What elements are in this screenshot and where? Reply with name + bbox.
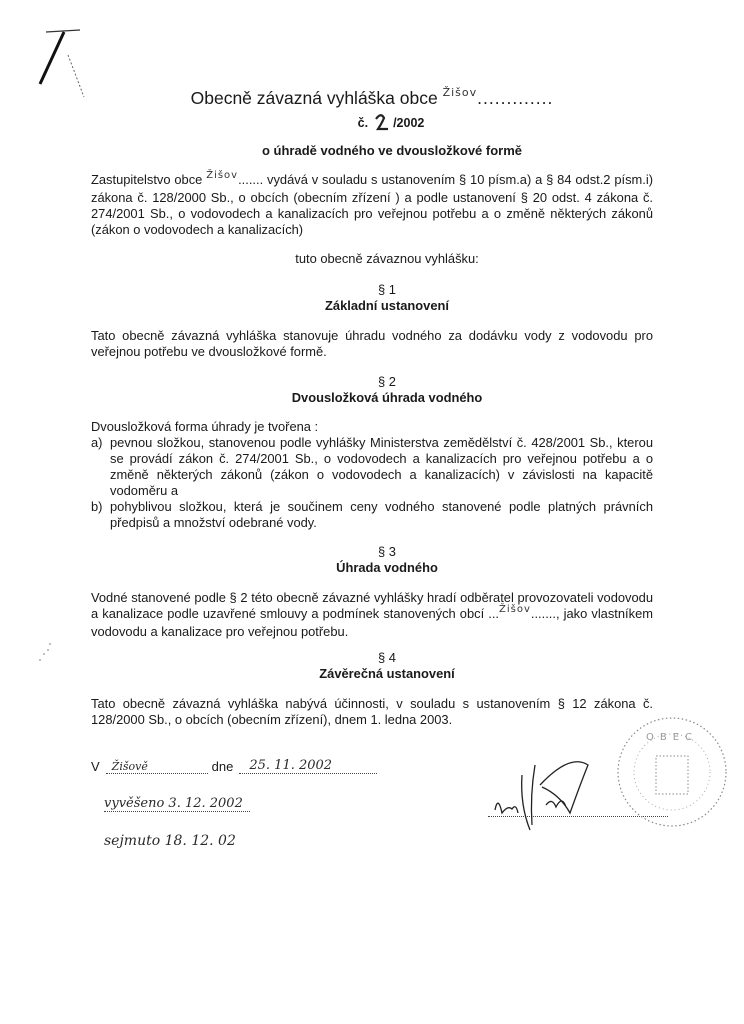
section-2-heading: Dvousložková úhrada vodného bbox=[291, 390, 483, 405]
handwritten-signature bbox=[490, 735, 610, 835]
document-subtitle: o úhradě vodného ve dvousložkové formě bbox=[261, 143, 523, 158]
scan-speck bbox=[30, 640, 60, 670]
handwritten-posted-note: vyvěšeno 3. 12. 2002 bbox=[104, 796, 250, 812]
section-1-heading: Základní ustanovení bbox=[325, 298, 449, 313]
place-date-line bbox=[91, 758, 377, 774]
section-4-text: Tato obecně závazná vyhláška nabývá účinnosti, v souladu s ustanovením § 12 zákona č. 128/2000 Sb., o obcích (obecním zřízení), dnem 1. ledna 2003. bbox=[91, 696, 653, 727]
section-3-number: § 3 bbox=[378, 544, 396, 559]
section-2-number: § 2 bbox=[378, 374, 396, 389]
place-prefix: V bbox=[91, 759, 100, 774]
intro-dots: ....... bbox=[238, 172, 264, 187]
section-1-text: Tato obecně závazná vyhláška stanovuje úhradu vodného za dodávku vody z vodovodu pro veřejnou potřebu ve dvousložkové formě. bbox=[91, 328, 653, 359]
section-2-body bbox=[91, 419, 653, 531]
handwritten-number-mark bbox=[372, 113, 390, 131]
section-1-number: § 1 bbox=[378, 282, 396, 297]
stamp-label: OBEC bbox=[645, 732, 699, 743]
handwritten-place: Žišově bbox=[106, 760, 208, 774]
list-item-text: pohyblivou složkou, která je součinem ceny vodného stanovené podle platných právních předpisů a množství odebrané vody. bbox=[110, 499, 653, 530]
section-3-text-start: Vodné stanovené podle § 2 této obecně závazné vyhlášky hradí odběratel provozovateli vodovodu a kanalizace podle uzavřené smlouvy a podmínek stanovených obcí ... bbox=[91, 590, 653, 621]
section-3-text bbox=[91, 590, 653, 640]
section-4-number: § 4 bbox=[378, 650, 396, 665]
document-title bbox=[0, 88, 744, 109]
list-item bbox=[91, 499, 653, 531]
section-2-intro: Dvousložková forma úhrady je tvořena : bbox=[91, 419, 319, 434]
handwritten-municipality: Žišov bbox=[206, 170, 239, 181]
list-item bbox=[91, 435, 653, 499]
list-item-label: b) bbox=[91, 499, 103, 514]
issues-line: tuto obecně závaznou vyhlášku: bbox=[295, 251, 479, 266]
handwritten-removed-note: sejmuto 18. 12. 02 bbox=[104, 833, 236, 849]
intro-text-start: Zastupitelstvo obce bbox=[91, 172, 203, 187]
intro-paragraph bbox=[91, 172, 653, 238]
section-3-dots: ......., bbox=[530, 606, 560, 621]
section-3-text-end: jako vlastníkem vodovodu a kanalizace pro veřejnou potřebu. bbox=[91, 606, 653, 639]
list-item-text: pevnou složkou, stanovenou podle vyhlášky Ministerstva zemědělství č. 428/2001 Sb., kterou se provádí zákon č. 274/2001 Sb., o vodovodech a kanalizacích pro veřejnou potřebu a o změně některých zákonů (zákon o vodovodech a kanalizacích) v závislosti na kapacitě vodoměru a bbox=[110, 435, 653, 498]
title-dots: ............. bbox=[477, 88, 554, 108]
document-number bbox=[0, 113, 744, 131]
handwritten-municipality: Žišov bbox=[442, 86, 478, 99]
handwritten-date: 25. 11. 2002 bbox=[239, 758, 377, 774]
date-label: dne bbox=[211, 759, 234, 774]
number-prefix: č. bbox=[357, 116, 369, 130]
section-3-heading: Úhrada vodného bbox=[336, 560, 438, 575]
section-4-heading: Závěrečná ustanovení bbox=[319, 666, 455, 681]
title-text: Obecně závazná vyhláška obce bbox=[190, 88, 438, 108]
list-item-label: a) bbox=[91, 435, 103, 450]
municipal-stamp bbox=[612, 712, 732, 832]
handwritten-municipality: Žišov bbox=[499, 604, 531, 615]
intro-text-end: vydává v souladu s ustanovením § 10 písm.a) a § 84 odst.2 písm.i) zákona č. 128/2000 Sb., o obcích (obecním zřízení ) a podle ustanovení § 20 odst. 4 zákona č. 274/2001 Sb., o vodovodech a kanalizacích pro veřejnou potřebu a o změně některých zákonů (zákon o vodovodech a kanalizacích) bbox=[91, 172, 654, 237]
number-suffix: /2002 bbox=[393, 116, 425, 130]
